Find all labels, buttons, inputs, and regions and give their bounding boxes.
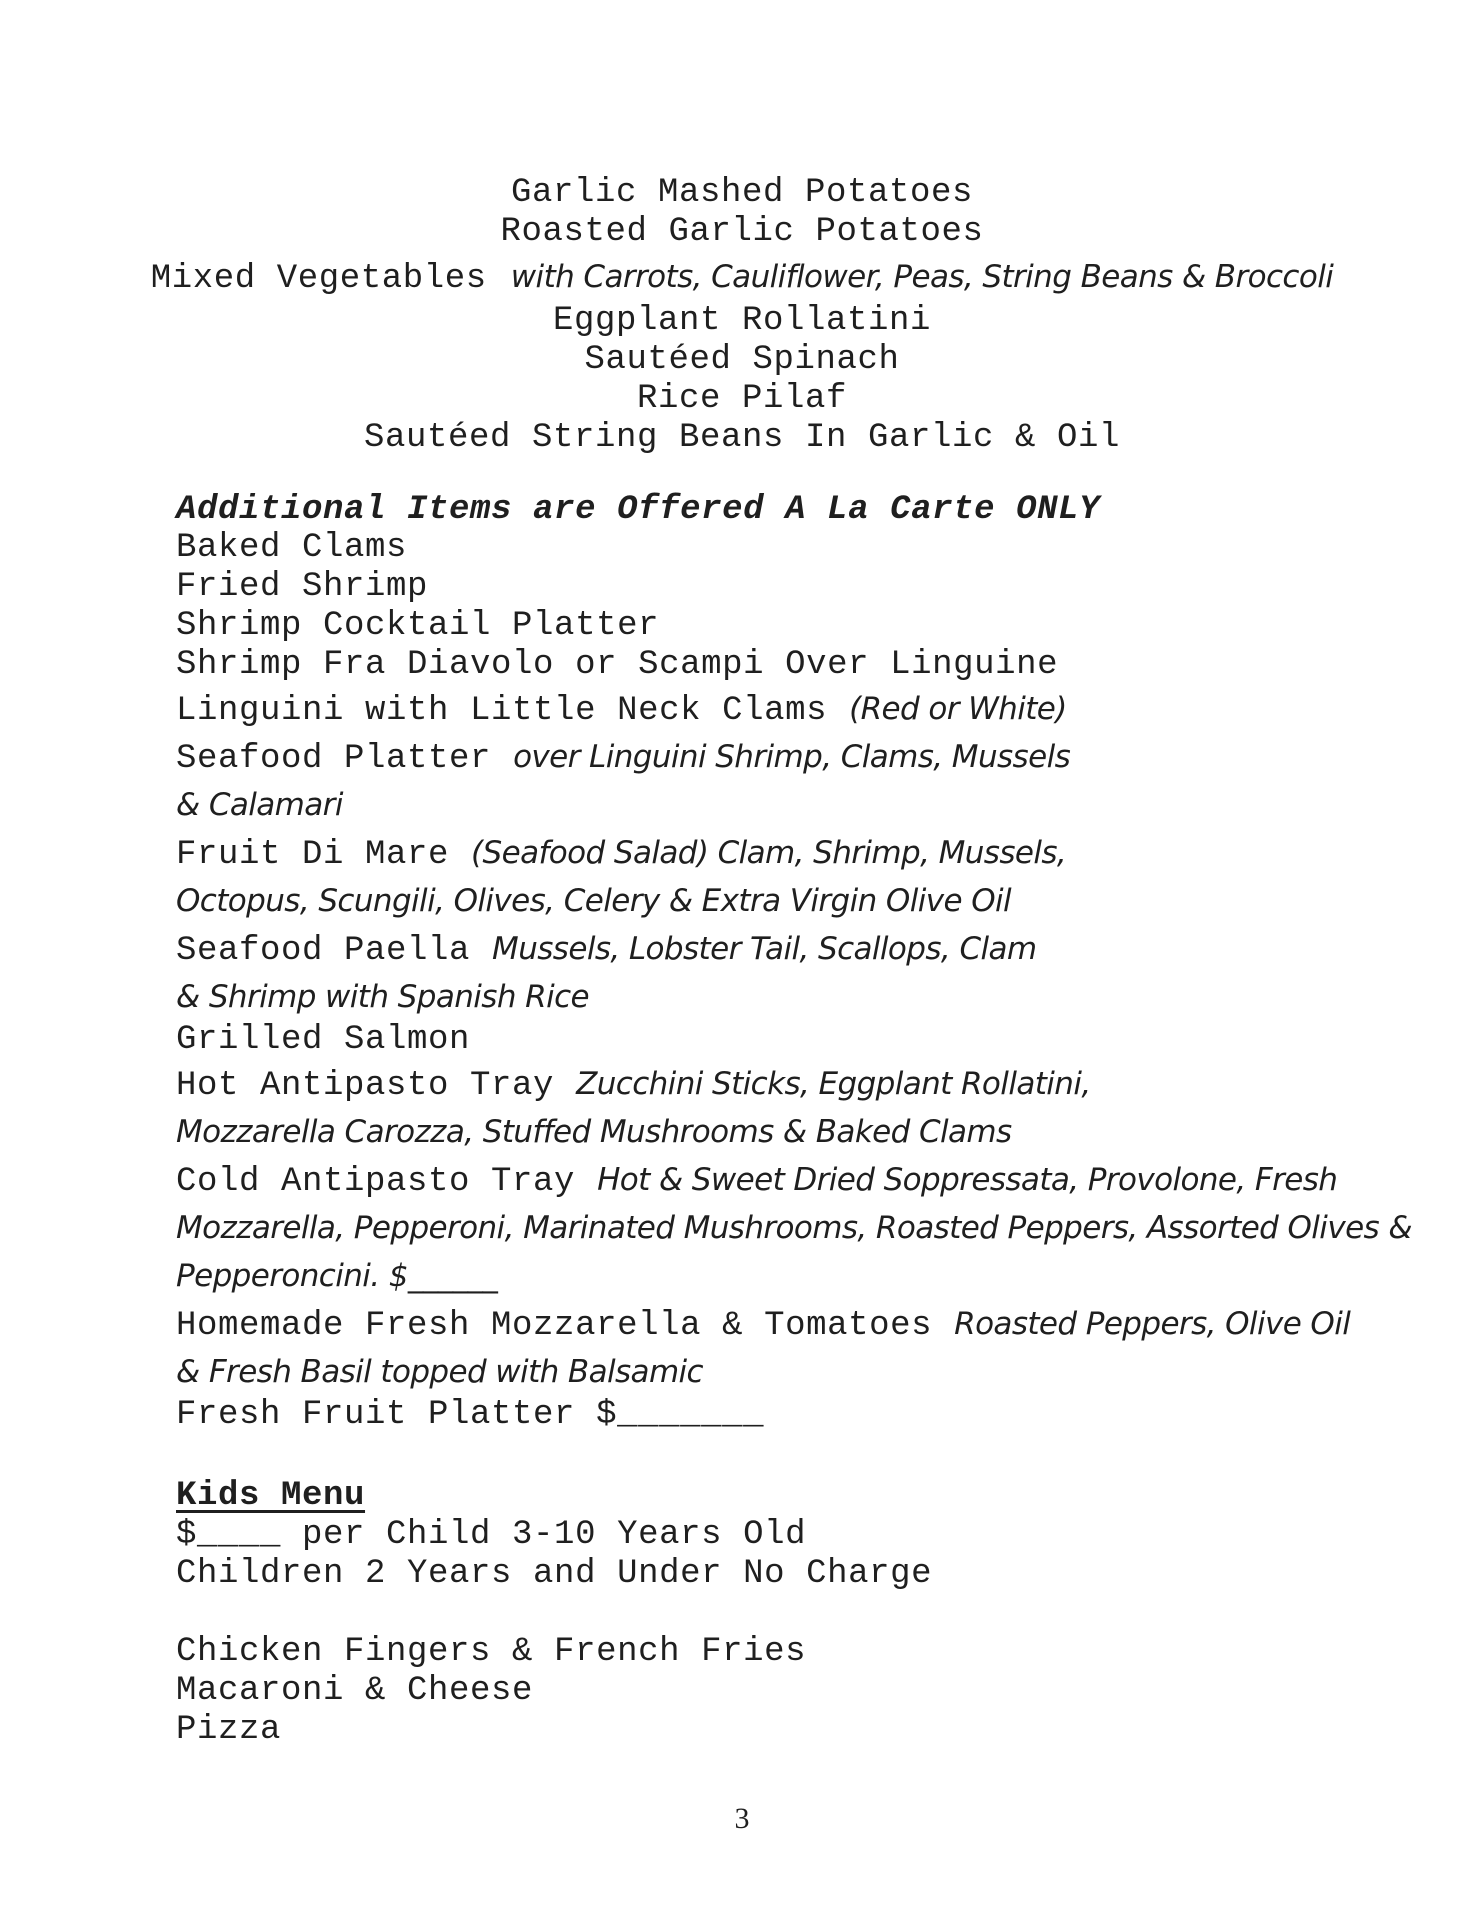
side-dish-name: Sautéed String Beans In Garlic & Oil: [363, 419, 1121, 457]
item-description-continued: Mozzarella Carozza, Stuffed Mushrooms & Baked Clams: [176, 1114, 1012, 1150]
item-description-continued: & Calamari: [176, 787, 343, 823]
list-item: [176, 1060, 1326, 1156]
side-dish-name: Rice Pilaf: [636, 380, 848, 418]
item-name: Cold Antipasto Tray: [176, 1163, 576, 1201]
item-name: Fresh Fruit Platter $_______: [176, 1396, 765, 1434]
item-description: Mussels, Lobster Tail, Scallops, Clam: [492, 931, 1037, 967]
item-name: Hot Antipasto Tray: [176, 1067, 555, 1105]
item-name: Baked Clams: [176, 529, 408, 567]
list-item: [176, 685, 1326, 733]
list-item: [176, 925, 1326, 1021]
side-dish: [0, 174, 1484, 213]
list-item: [176, 1021, 1326, 1060]
list-item: [176, 829, 1326, 925]
item-description: Roasted Peppers, Olive Oil: [954, 1306, 1351, 1342]
list-item: [176, 607, 1326, 646]
list-item: [176, 1300, 1351, 1396]
item-name: Shrimp Fra Diavolo or Scampi Over Linguine: [176, 646, 1059, 684]
item-description: Zucchini Sticks, Eggplant Rollatini,: [576, 1066, 1091, 1102]
side-dish-description: with Carrots, Cauliflower, Peas, String Beans & Broccoli: [510, 259, 1334, 295]
side-dish-name: Roasted Garlic Potatoes: [500, 213, 984, 251]
item-name: Linguini with Little Neck Clams: [176, 692, 828, 730]
alacarte-list: [176, 529, 1412, 1435]
item-name: Homemade Fresh Mozzarella & Tomatoes: [176, 1307, 933, 1345]
item-description: (Red or White): [849, 691, 1067, 727]
side-dish: [0, 252, 1484, 302]
item-description-continued: Octopus, Scungili, Olives, Celery & Extra Virgin Olive Oil: [176, 883, 1012, 919]
item-name: Seafood Paella: [176, 932, 471, 970]
list-item: [176, 1156, 1412, 1300]
item-description: (Seafood Salad) Clam, Shrimp, Mussels,: [471, 835, 1067, 871]
side-dish: [0, 380, 1484, 419]
kids-free-line: Children 2 Years and Under No Charge: [176, 1555, 933, 1593]
side-dish-name: Garlic Mashed Potatoes: [510, 174, 974, 212]
item-name: Shrimp Cocktail Platter: [176, 607, 660, 645]
kids-price-line: $____ per Child 3-10 Years Old: [176, 1516, 807, 1554]
side-dish-name: Eggplant Rollatini: [552, 302, 932, 340]
item-name: Seafood Platter: [176, 740, 492, 778]
item-name: Fried Shrimp: [176, 568, 429, 606]
kids-item: Pizza: [176, 1711, 282, 1749]
kids-items-list: [176, 1633, 806, 1750]
item-name: Grilled Salmon: [176, 1021, 471, 1059]
kids-item: Macaroni & Cheese: [176, 1672, 534, 1710]
kids-pricing: [176, 1516, 932, 1594]
alacarte-heading: Additional Items are Offered A La Carte ONLY: [176, 491, 1101, 529]
side-dish: [0, 419, 1484, 458]
list-item: [176, 529, 1326, 568]
item-description: Hot & Sweet Dried Soppressata, Provolone, Fresh: [597, 1162, 1338, 1198]
page-number: 3: [734, 1802, 750, 1835]
item-name: Fruit Di Mare: [176, 836, 450, 874]
list-item: [176, 733, 1326, 829]
list-item: [176, 568, 1326, 607]
kids-menu-heading: Kids Menu: [176, 1477, 366, 1515]
item-description-continued: Pepperoncini. $______: [176, 1258, 498, 1294]
list-item: [176, 1396, 1326, 1435]
item-description-continued: & Fresh Basil topped with Balsamic: [176, 1354, 704, 1390]
side-dish-name: Sautéed Spinach: [584, 341, 900, 379]
side-dish: [0, 302, 1484, 341]
item-description-continued: Mozzarella, Pepperoni, Marinated Mushrooms, Roasted Peppers, Assorted Olives &: [176, 1210, 1412, 1246]
side-dish: [0, 341, 1484, 380]
item-description: over Linguini Shrimp, Clams, Mussels: [513, 739, 1071, 775]
list-item: [176, 646, 1326, 685]
item-description-continued: & Shrimp with Spanish Rice: [176, 979, 589, 1015]
kids-item: Chicken Fingers & French Fries: [176, 1633, 807, 1671]
side-dish: [0, 213, 1484, 252]
side-dishes-list: [0, 174, 1484, 458]
side-dish-name: Mixed Vegetables: [150, 260, 487, 298]
